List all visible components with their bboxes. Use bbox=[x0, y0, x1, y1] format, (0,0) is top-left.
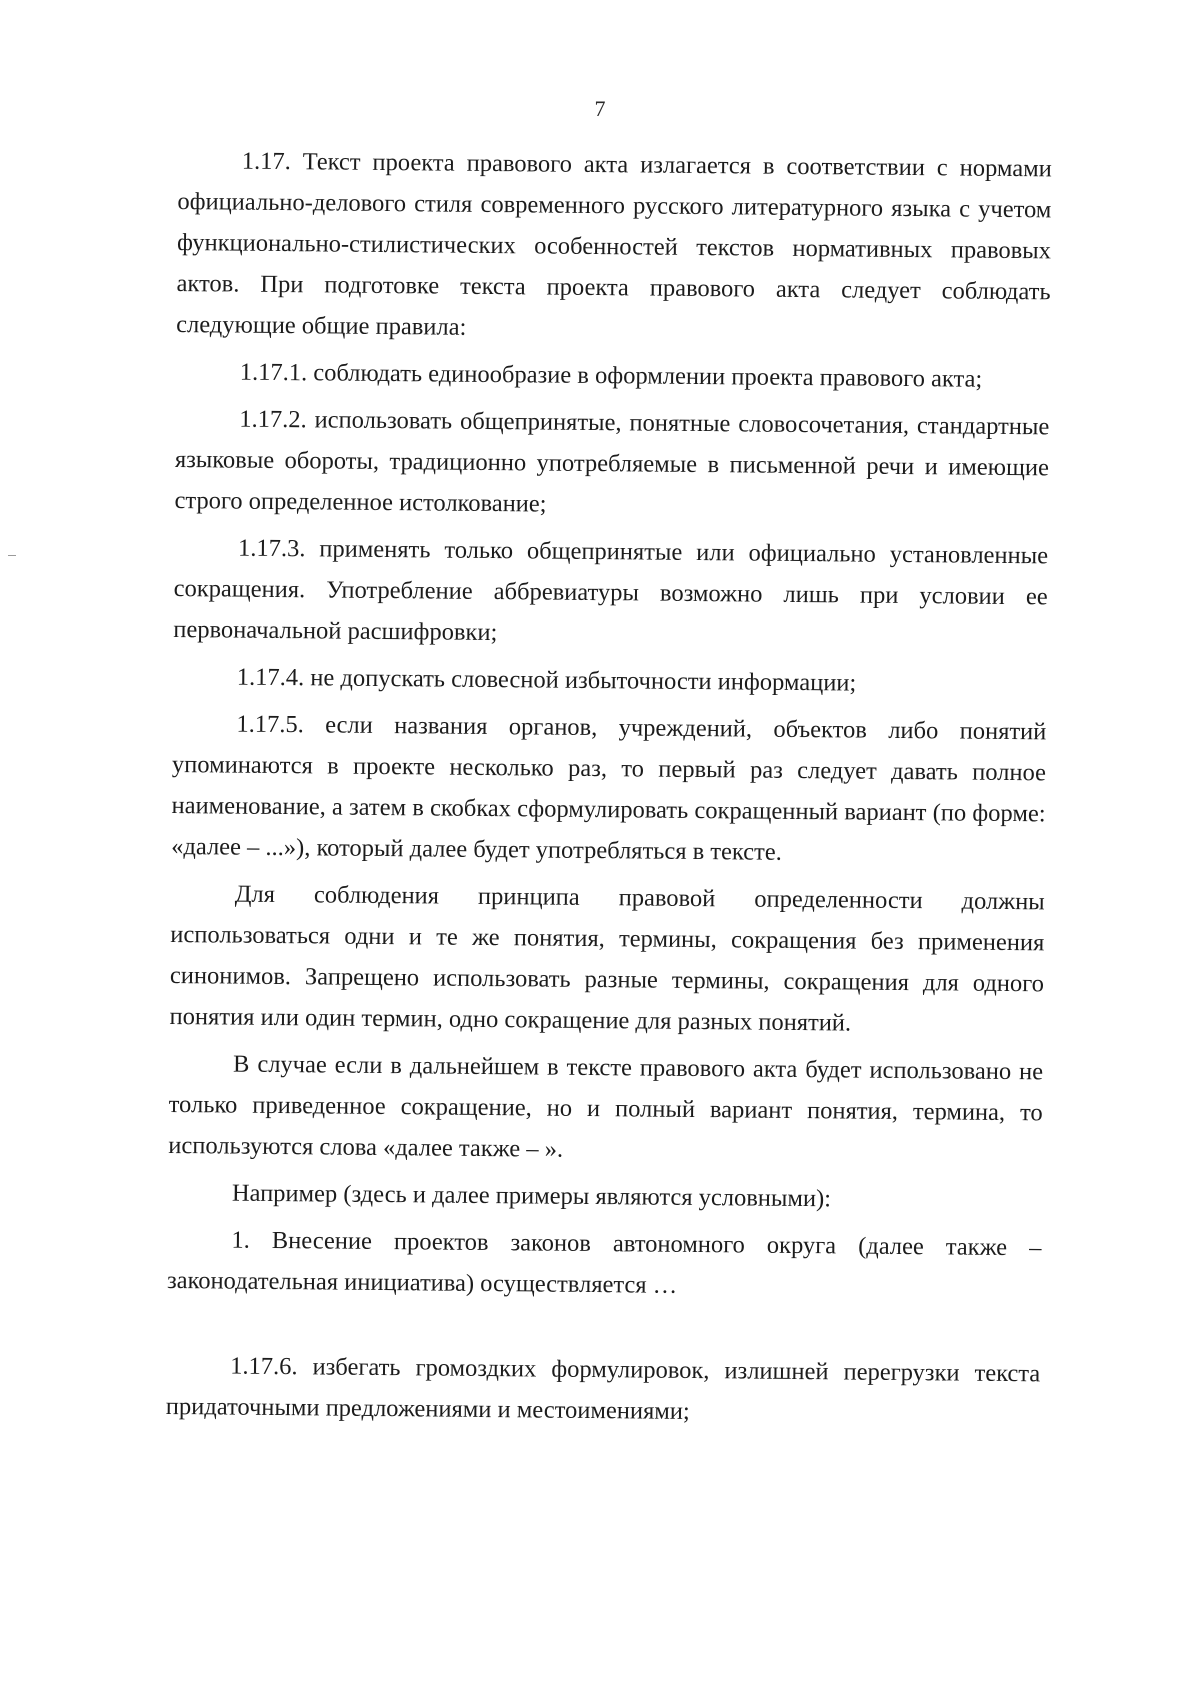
paragraph-example-1: 1. Внесение проектов законов автономного округа (далее также – законодательная инициатива) осуществляется … bbox=[166, 1226, 1042, 1299]
paragraph-legal-certainty: Для соблюдения принципа правовой определенности должны использоваться одни и те же понятия, термины, сокращения без применения синонимов. Запрещено использовать разные термины, сокращения для одного понятия или один термин, одно сокращение для разных понятий. bbox=[169, 880, 1045, 1037]
document-body bbox=[166, 140, 1052, 1441]
paragraph-1-17-3: 1.17.3. применять только общепринятые или официально установленные сокращения. Употребление аббревиатуры возможно лишь при условии ее первоначальной расшифровки; bbox=[173, 534, 1049, 647]
paragraph-1-17-6: 1.17.6. избегать громоздких формулировок, излишней перегрузки текста придаточными предложениями и местоимениями; bbox=[165, 1352, 1041, 1425]
paragraph-also-hereinafter: В случае если в дальнейшем в тексте правового акта будет использовано не только приведенное сокращение, но и полный вариант понятия, термина, то используются слова «далее также – ». bbox=[168, 1050, 1044, 1163]
paragraph-1-17-5: 1.17.5. если названия органов, учреждений, объектов либо понятий упоминаются в проекте несколько раз, то первый раз следует давать полное наименование, а затем в скобках сформулировать сокращенный вариант (по форме: «далее – ...»), который далее будет употребляться в тексте. bbox=[171, 710, 1047, 866]
paragraph-1-17-2: 1.17.2. использовать общепринятые, понятные словосочетания, стандартные языковые обороты, традиционно употребляемые в письменной речи и имеющие строго определенное истолкование; bbox=[174, 405, 1050, 518]
scan-margin-mark bbox=[8, 555, 16, 556]
paragraph-example-intro: Например (здесь и далее примеры являются условными): bbox=[231, 1179, 832, 1213]
paragraph-1-17: 1.17. Текст проекта правового акта излагается в соответствии с нормами официально-делового стиля современного русского литературного языка с учетом функционально-стилистических особенностей текстов нормативных правовых актов. При подготовке текста проекта правового акта следует соблюдать следующие общие правила: bbox=[176, 147, 1052, 341]
page-number: 7 bbox=[594, 96, 606, 121]
paragraph-1-17-4: 1.17.4. не допускать словесной избыточности информации; bbox=[236, 663, 857, 697]
paragraph-1-17-1: 1.17.1. соблюдать единообразие в оформлении проекта правового акта; bbox=[239, 358, 983, 393]
